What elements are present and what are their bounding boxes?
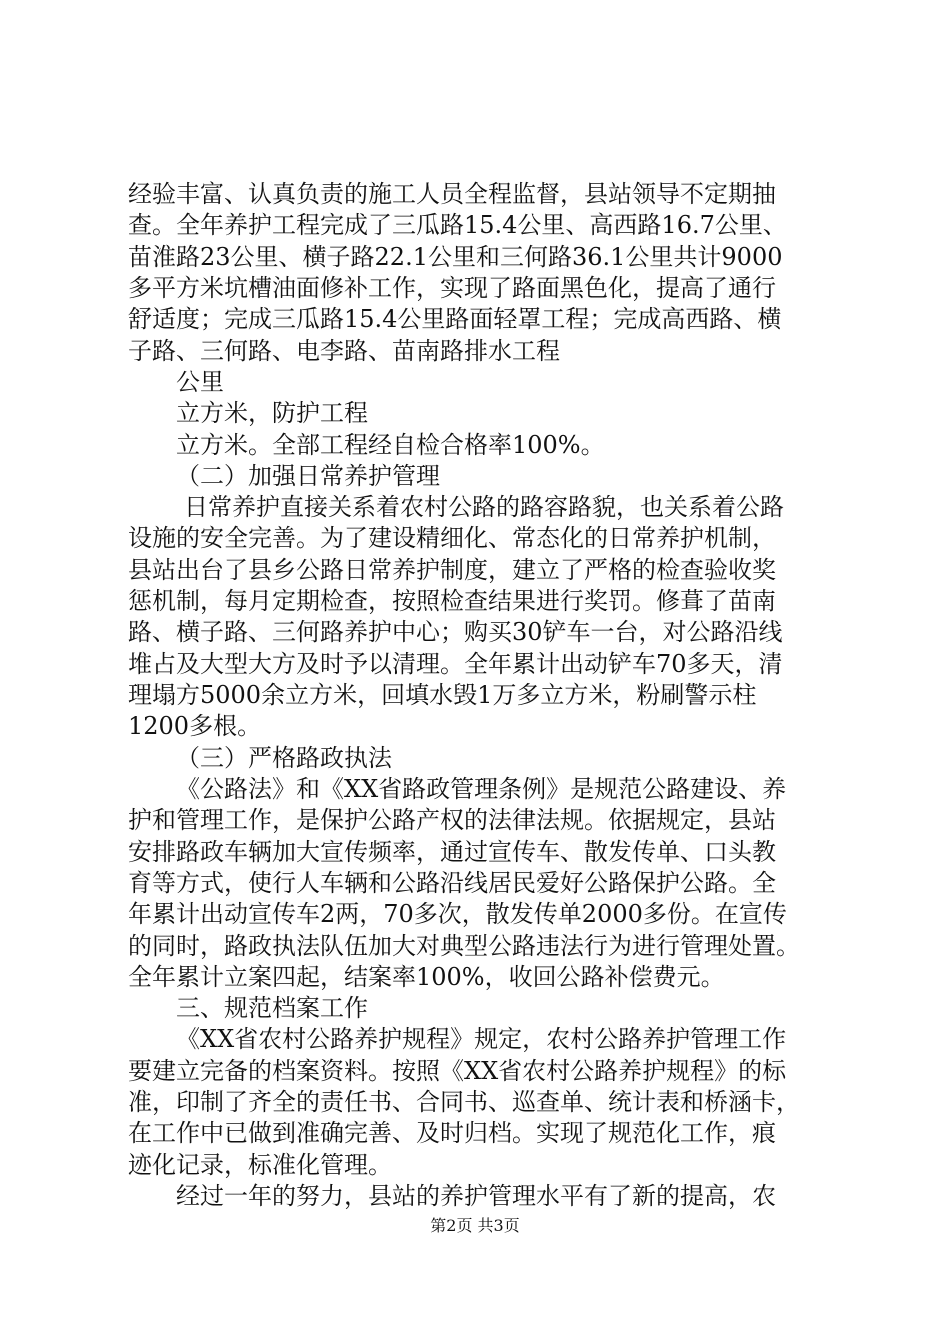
text-line: 护和管理工作，是保护公路产权的法律法规。依据规定，县站	[128, 806, 776, 835]
text-line: 子路、三何路、电李路、苗南路排水工程	[128, 336, 560, 365]
paragraph-first-line: 《公路法》和《XX省路政管理条例》是规范公路建设、养	[176, 774, 787, 803]
text-line: 立方米。全部工程经自检合格率100%。	[176, 430, 605, 459]
text-line: 多平方米坑槽油面修补工作，实现了路面黑色化，提高了通行	[128, 273, 776, 302]
text-line: 安排路政车辆加大宣传频率，通过宣传车、散发传单、口头教	[128, 837, 776, 866]
text-line: 舒适度；完成三瓜路15.4公里路面轻罩工程；完成高西路、横	[128, 305, 782, 334]
text-line: 设施的安全完善。为了建设精细化、常态化的日常养护机制，	[128, 524, 776, 553]
text-line: 全年累计立案四起，结案率100%，收回公路补偿费元。	[128, 962, 725, 991]
section-heading: 三、规范档案工作	[176, 994, 368, 1023]
paragraph-first-line: 经过一年的努力，县站的养护管理水平有了新的提高，农	[176, 1182, 776, 1210]
text-line: 惩机制，每月定期检查，按照检查结果进行奖罚。修葺了苗南	[128, 587, 776, 616]
text-line: 准，印制了齐全的责任书、合同书、巡查单、统计表和桥涵卡，	[128, 1088, 800, 1117]
text-line: 立方米，防护工程	[176, 399, 368, 428]
text-line: 理塌方5000余立方米，回填水毁1万多立方米，粉刷警示柱	[128, 681, 757, 709]
section-heading: （三）严格路政执法	[176, 743, 392, 772]
text-line: 路、横子路、三何路养护中心；购买30铲车一台，对公路沿线	[128, 618, 783, 647]
text-line: 要建立完备的档案资料。按照《XX省农村公路养护规程》的标	[128, 1056, 787, 1085]
paragraph-first-line: 《XX省农村公路养护规程》规定，农村公路养护管理工作	[176, 1025, 787, 1054]
text-line: 迹化记录，标准化管理。	[128, 1150, 392, 1179]
section-heading: （二）加强日常养护管理	[176, 461, 440, 490]
text-line: 育等方式，使行人车辆和公路沿线居民爱好公路保护公路。全	[128, 868, 776, 897]
text-line: 堆占及大型大方及时予以清理。全年累计出动铲车70多天，清	[128, 649, 783, 678]
text-line: 1200多根。	[128, 712, 262, 741]
text-line: 查。全年养护工程完成了三瓜路15.4公里、高西路16.7公里、	[128, 211, 787, 240]
text-line: 县站出台了县乡公路日常养护制度，建立了严格的检查验收奖	[128, 555, 776, 584]
text-line: 在工作中已做到准确完善、及时归档。实现了规范化工作，痕	[128, 1119, 776, 1148]
text-line: 经验丰富、认真负责的施工人员全程监督，县站领导不定期抽	[128, 180, 776, 208]
page-footer: 第2页 共3页	[430, 1216, 520, 1235]
text-line: 年累计出动宣传车2两，70多次，散发传单2000多份。在宣传	[128, 900, 787, 929]
text-line: 的同时，路政执法队伍加大对典型公路违法行为进行管理处置。	[128, 931, 800, 960]
paragraph-first-line: 日常养护直接关系着农村公路的路容路貌，也关系着公路	[184, 493, 784, 522]
text-line: 苗淮路23公里、横子路22.1公里和三何路36.1公里共计9000	[128, 242, 783, 271]
text-line: 公里	[176, 367, 224, 396]
